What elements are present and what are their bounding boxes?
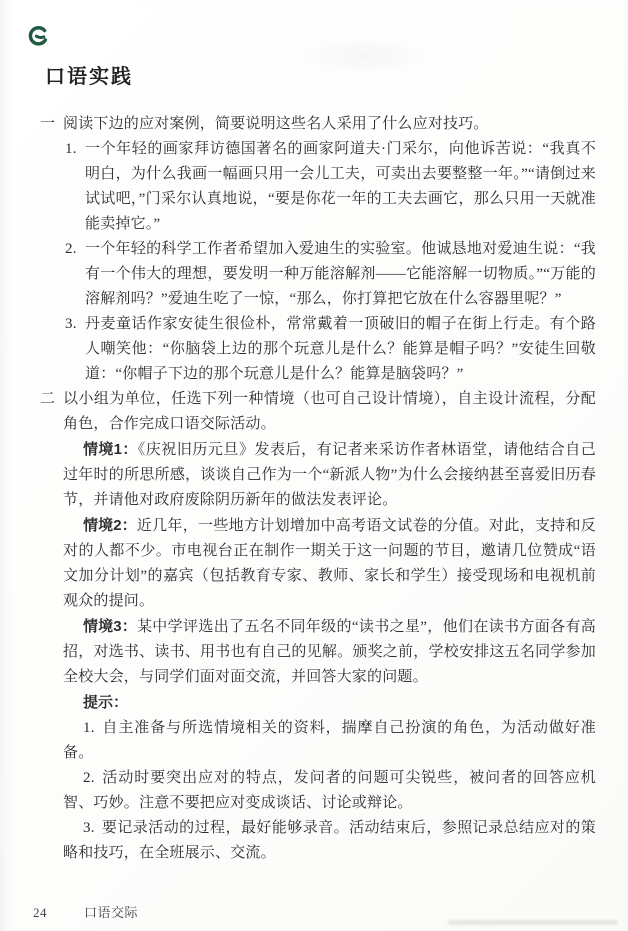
tip-1	[63, 716, 596, 766]
case-item-1	[63, 137, 596, 237]
scenario-3-text: 某中学评选出了五名不同年级的“读书之星”，他们在读书方面各有高招，对选书、读书、用书也有自己的见解。颁奖之前，学校安排这五名同学参加全校大会，与同学们面对面交流，并回答大家的问题。	[63, 619, 596, 685]
page-footer	[33, 902, 138, 921]
task2-heading: 以小组为单位，任选下列一种情境（也可自己设计情境），自主设计流程，分配角色，合作完成口语交际活动。	[63, 391, 596, 432]
case-item-3-number: 3.	[65, 316, 77, 332]
task-2	[40, 387, 596, 866]
task1-body	[63, 112, 596, 387]
tips-heading-label: 提示：	[83, 694, 129, 711]
scenario-3	[63, 614, 596, 690]
tips-heading	[63, 690, 596, 716]
scenario-1	[63, 437, 596, 513]
tip-1-text: 自主准备与所选情境相关的资料，揣摩自己扮演的角色，为活动做好准备。	[63, 720, 596, 761]
scenario-2-label: 情境2：	[83, 517, 137, 534]
page-number: 24	[33, 905, 47, 920]
scan-smudge-artifact	[290, 36, 440, 76]
case-item-1-text: 一个年轻的画家拜访德国著名的画家阿道夫·门采尔，向他诉苦说：“我真不明白，为什么我画一幅画只用一会儿工夫，可卖出去要整整一年。”“请倒过来试试吧，”门采尔认真地说，“要是你花一年的工夫去画它，那么只用一天就准能卖掉它。”	[85, 141, 596, 232]
scenario-1-text: 《庆祝旧历元旦》发表后，有记者来采访作者林语堂，请他结合自己过年时的所思所感，谈谈自己作为一个“新派人物”为什么会接纳甚至喜爱旧历春节，并请他对政府废除阴历新年的做法发表评论。	[63, 442, 596, 508]
task1-heading: 阅读下边的应对案例，简要说明这些名人采用了什么应对技巧。	[63, 116, 489, 132]
case-item-2	[63, 237, 596, 312]
case-item-3	[63, 312, 596, 387]
tip-3-text: 要记录活动的过程，最好能够录音。活动结束后，参照记录总结应对的策略和技巧，在全班展示、交流。	[63, 820, 596, 861]
scan-watermark-artifact	[448, 920, 618, 925]
publisher-logo-icon	[26, 25, 49, 48]
footer-section-title: 口语交际	[84, 905, 139, 920]
tip-2-text: 活动时要突出应对的特点，发问者的问题可尖锐些，被问者的回答应机智、巧妙。注意不要把应对变成谈话、讨论或辩论。	[63, 770, 596, 811]
case-item-1-number: 1.	[65, 141, 77, 157]
tip-3	[63, 816, 596, 866]
tip-2-number: 2.	[83, 770, 95, 786]
scenario-2	[63, 513, 596, 614]
task-1	[40, 112, 596, 387]
case-item-3-text: 丹麦童话作家安徒生很俭朴，常常戴着一顶破旧的帽子在街上行走。有个路人嘲笑他：“你脑袋上边的那个玩意儿是什么？能算是帽子吗？”安徒生回敬道：“你帽子下边的那个玩意儿是什么？能算是脑袋吗？”	[85, 316, 596, 382]
task2-body	[63, 387, 596, 866]
page-title: 口语实践	[45, 66, 133, 88]
case-item-2-number: 2.	[65, 241, 77, 257]
page-content	[40, 112, 596, 866]
tip-1-number: 1.	[83, 720, 95, 736]
task2-marker: 二	[40, 391, 56, 407]
scenario-3-label: 情境3：	[83, 618, 137, 635]
task1-marker: 一	[40, 116, 56, 132]
scenario-1-label: 情境1：	[83, 441, 138, 458]
case-item-2-text: 一个年轻的科学工作者希望加入爱迪生的实验室。他诚恳地对爱迪生说：“我有一个伟大的理想，要发明一种万能溶解剂——它能溶解一切物质。”“万能的溶解剂吗？”爱迪生吃了一惊，“那么，你打算把它放在什么容器里呢？”	[85, 241, 596, 307]
tip-3-number: 3.	[83, 820, 95, 836]
scenario-2-text: 近几年，一些地方计划增加中高考语文试卷的分值。对此，支持和反对的人都不少。市电视台正在制作一期关于这一问题的节目，邀请几位赞成“语文加分计划”的嘉宾（包括教育专家、教师、家长和学生）接受现场和电视机前观众的提问。	[63, 518, 596, 609]
tip-2	[63, 766, 596, 816]
